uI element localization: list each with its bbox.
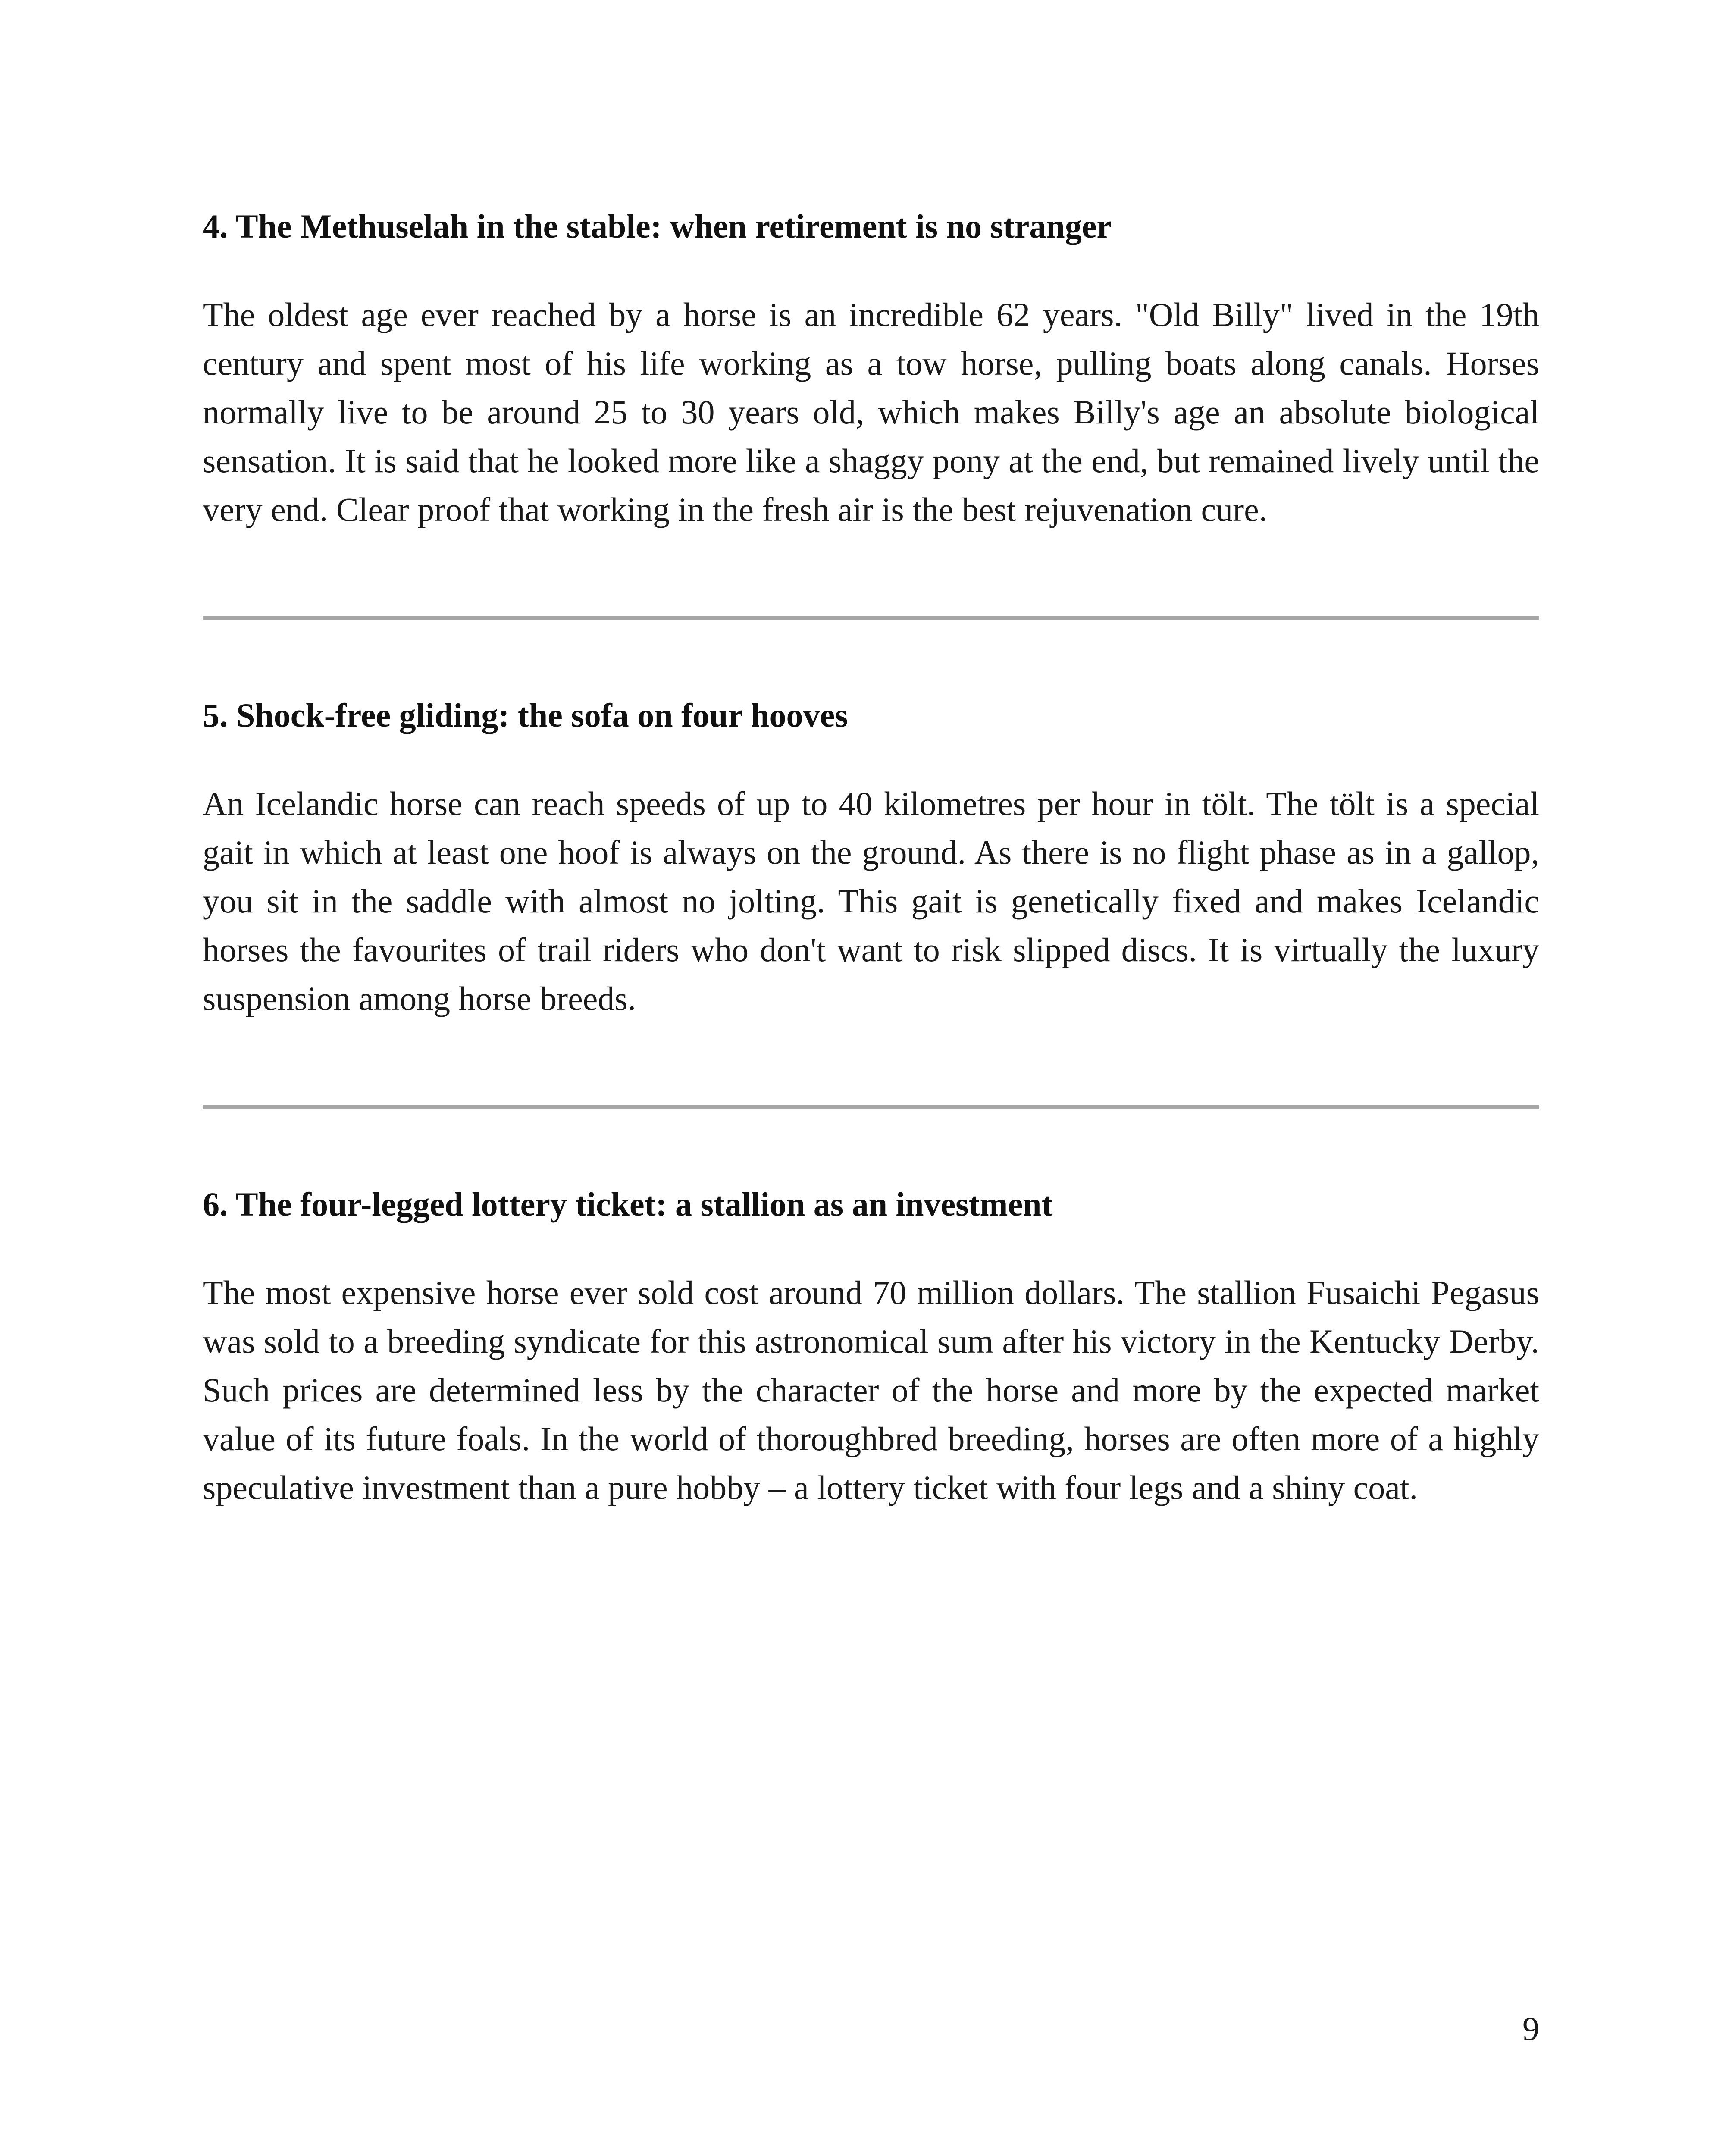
section-4-body: The oldest age ever reached by a horse is an incredible 62 years. "Old Billy" lived in the 19th century and spent most of his life working as a tow horse, pulling boats along canals. Horses normally live to be around 25 to 30 years old, which makes Billy's age an absolute biological sensation. It is said that he looked more like a shaggy pony at the end, but remained lively until the very end. Clear proof that working in the fresh air is the best rejuvenation cure. <box>203 296 1539 528</box>
section-divider <box>203 1105 1539 1109</box>
section-divider <box>203 616 1539 620</box>
section-5 <box>203 692 1539 1023</box>
page-number: 9 <box>1522 2010 1539 2047</box>
section-6 <box>203 1181 1539 1512</box>
section-6-body: The most expensive horse ever sold cost around 70 million dollars. The stallion Fusaichi Pegasus was sold to a breeding syndicate for this astronomical sum after his victory in the Kentucky Derby. Such prices are determined less by the character of the horse and more by the expected market value of its future foals. In the world of thoroughbred breeding, horses are often more of a highly speculative investment than a pure hobby – a lottery ticket with four legs and a shiny coat. <box>203 1274 1539 1506</box>
section-5-body: An Icelandic horse can reach speeds of up to 40 kilometres per hour in tölt. The tölt is a special gait in which at least one hoof is always on the ground. As there is no flight phase as in a gallop, you sit in the saddle with almost no jolting. This gait is genetically fixed and makes Icelandic horses the favourites of trail riders who don't want to risk slipped discs. It is virtually the luxury suspension among horse breeds. <box>203 785 1539 1017</box>
section-4 <box>203 203 1539 534</box>
section-6-title: 6. The four-legged lottery ticket: a stallion as an investment <box>203 1185 1053 1223</box>
section-4-title: 4. The Methuselah in the stable: when retirement is no stranger <box>203 207 1112 245</box>
page-content <box>203 203 1539 1512</box>
section-5-title: 5. Shock-free gliding: the sofa on four hooves <box>203 696 848 734</box>
